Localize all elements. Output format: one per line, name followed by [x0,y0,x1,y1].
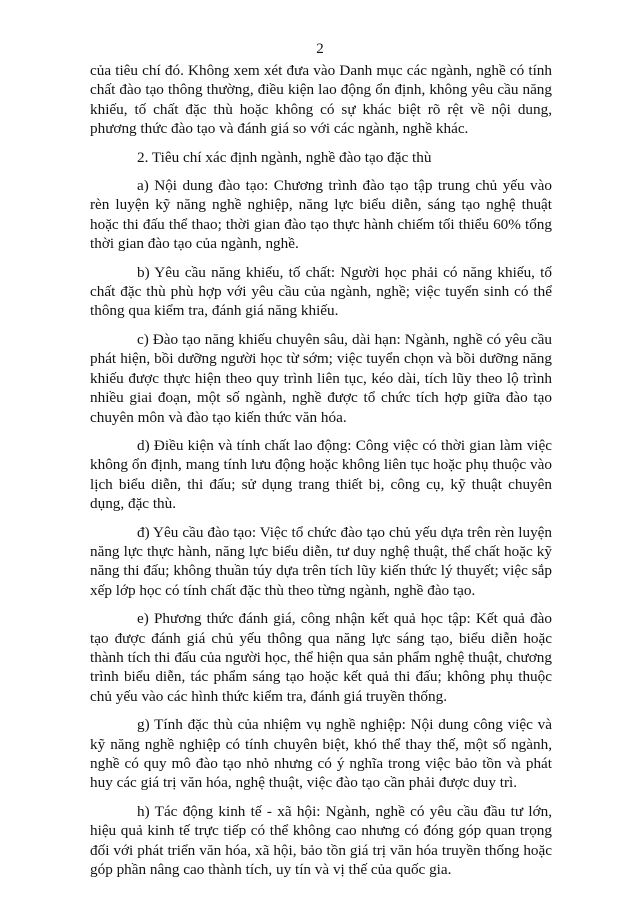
paragraph-criterion-g: g) Tính đặc thù của nhiệm vụ nghề nghiệp: Nội dung công việc và kỹ năng nghề nghiệp có tính chuyên biệt, khó thể thay thế, một số ngành, nghề có quy mô đào tạo nhỏ nhưng có ý nghĩa trong việc bảo tồn và phát huy các giá trị văn hóa, nghệ thuật, việc đào tạo cần phải được duy trì. [90,716,552,792]
paragraph-criterion-h: h) Tác động kinh tế - xã hội: Ngành, nghề có yêu cầu đầu tư lớn, hiệu quả kinh tế trực tiếp có thể không cao nhưng có đóng góp quan trọng đối với phát triển văn hóa, xã hội, bảo tồn giá trị văn hóa truyền thống hoặc góp phần nâng cao thành tích, uy tín và vị thế của quốc gia. [90,802,552,879]
paragraph-criterion-d: d) Điều kiện và tính chất lao động: Công việc có thời gian làm việc không ổn định, mang tính lưu động hoặc không liên tục hoặc phụ thuộc vào lịch biểu diễn, thi đấu; sử dụng trang thiết bị, công cụ, kỹ thuật chuyên dụng, đặc thù. [90,436,552,513]
page-number: 2 [316,41,324,57]
paragraph-criterion-dd: đ) Yêu cầu đào tạo: Việc tổ chức đào tạo chủ yếu dựa trên rèn luyện năng lực thực hành, năng lực biểu diễn, tư duy nghệ thuật, thể chất hoặc kỹ năng thi đấu; không thuần túy dựa trên tích lũy kiến thức lý thuyết; việc sắp xếp lớp học có tính chất đặc thù theo từng ngành, nghề đào tạo. [90,523,552,599]
section-heading-criteria: 2. Tiêu chí xác định ngành, nghề đào tạo đặc thù [137,148,432,166]
paragraph-continuation: của tiêu chí đó. Không xem xét đưa vào Danh mục các ngành, nghề có tính chất đào tạo thông thường, điều kiện lao động ổn định, không yêu cầu năng khiếu, tố chất đặc thù hoặc không có sự khác biệt rõ rệt về nội dung, phương thức đào tạo và đánh giá so với các ngành, nghề khác. [90,62,552,138]
paragraph-criterion-a: a) Nội dung đào tạo: Chương trình đào tạo tập trung chủ yếu vào rèn luyện kỹ năng nghề nghiệp, năng lực biểu diễn, sáng tạo nghệ thuật hoặc thi đấu thể thao; thời gian đào tạo thực hành chiếm tối thiểu 60% tổng thời gian đào tạo của ngành, nghề. [90,177,552,253]
paragraph-criterion-b: b) Yêu cầu năng khiếu, tố chất: Người học phải có năng khiếu, tố chất đặc thù phù hợp với yêu cầu của ngành, nghề; việc tuyển sinh có thể thông qua kiểm tra, đánh giá năng khiếu. [90,263,552,320]
paragraph-criterion-c: c) Đào tạo năng khiếu chuyên sâu, dài hạn: Ngành, nghề có yêu cầu phát hiện, bồi dưỡng người học từ sớm; việc tuyển chọn và bồi dưỡng năng khiếu được thực hiện theo quy trình liên tục, kéo dài, tích lũy theo lộ trình nhiều giai đoạn, một số ngành, nghề được tổ chức tích hợp giữa đào tạo chuyên môn và đào tạo kiến thức văn hóa. [90,330,552,426]
paragraph-criterion-e: e) Phương thức đánh giá, công nhận kết quả học tập: Kết quả đào tạo được đánh giá chủ yếu thông qua năng lực sáng tạo, biểu diễn hoặc thành tích thi đấu của người học, thể hiện qua sản phẩm nghệ thuật, chương trình biểu diễn, tác phẩm sáng tạo hoặc kết quả thi đấu; không phụ thuộc chủ yếu vào các hình thức kiểm tra, đánh giá truyền thống. [90,610,552,705]
document-body [90,61,552,888]
